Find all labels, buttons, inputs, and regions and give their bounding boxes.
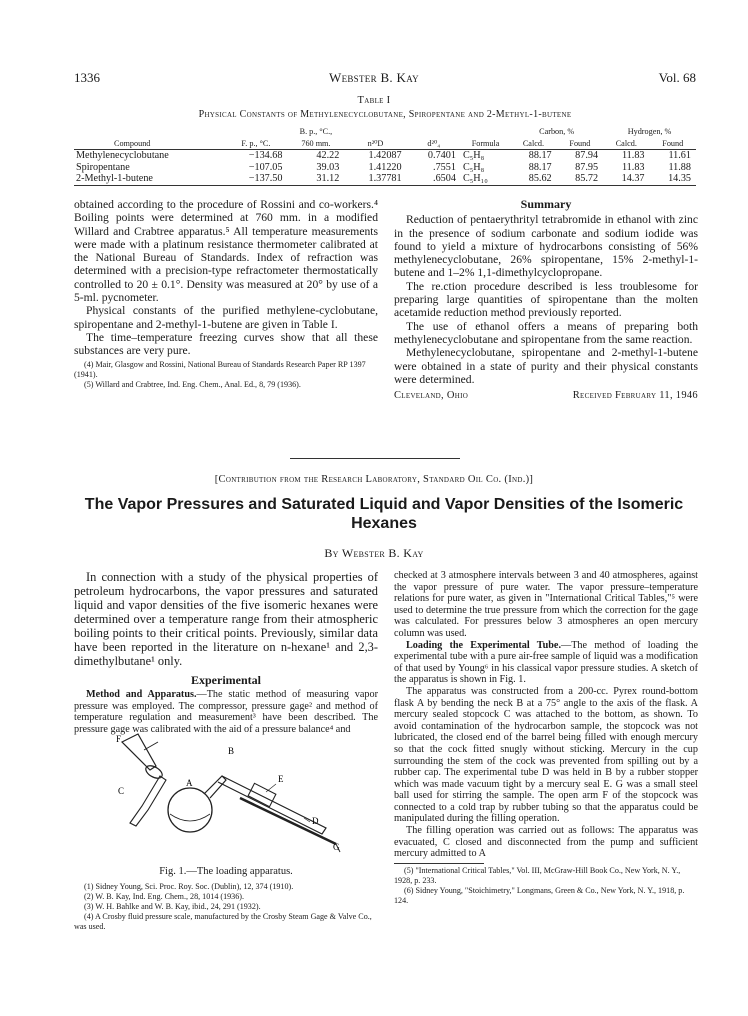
label-d: D [312,816,319,826]
label-b: B [228,746,235,756]
col-hydrogen: Hydrogen, % [627,127,672,136]
running-author: Webster B. Kay [329,70,419,85]
cell-density: 0.7401 [427,150,456,161]
paragraph: checked at 3 atmosphere intervals between 3 and 40 atmospheres, against the vapor pressure of pure water. The vapor pressure–temperature relations for pure water, as given in "International Critical Tables,"⁵ were used to determine the true pressure from which the correction for the gage was calculated. For pressures below 3 atmospheres an open mercury column was used. [394,570,698,639]
contribution-line: [Contribution from the Research Laboratory, Standard Oil Co. (Ind.)] [214,474,534,485]
cell-formula: C₅H₁₀ [462,173,488,184]
dateline [394,389,698,402]
paragraph: Reduction of pentaerythrityl tetrabromide in ethanol with zinc in the presence of sodium carbonate and sodium iodide was found to yield a mixture of hydrocarbons consisting of 56% methylenecyclobutane, 26% spiropentane, 15% 2-methyl-1-butene and 1–2% 1,1-dimethylcyclopropane. [394,213,698,280]
page-number: 1336 [74,70,100,85]
paragraph: The filling operation was carried out as follows: The apparatus was evacuated, C closed and disconnected from the pump and sufficient mercury admitted to A [394,825,698,860]
cell-bp: 42.22 [316,150,340,161]
volume-label: Vol. 68 [658,70,696,85]
col-c-found: Found [569,138,591,148]
table-header-row-1 [74,126,696,138]
cell-compound: Methylenecyclobutane [76,150,169,161]
neck-b [204,776,226,798]
col-bp-sub: 760 mm. [301,138,331,148]
label-g: G [333,842,340,852]
method-text: —The static method of measuring vapor pressure was employed. The compressor, pressure gage² and method of temperature regulation and measurement³ have been described. The pressure gage was calibrated with the aid of a pressure balance⁴ and [74,689,378,735]
cell-formula: C₅H₈ [462,161,485,173]
table-label: Table I [357,95,391,106]
cell-formula: C₅H₈ [462,150,485,161]
col-h-calcd: Calcd. [615,138,637,148]
neck-extension [218,776,326,834]
footnote-5: (5) "International Critical Tables," Vol. III, McGraw-Hill Book Co., New York, N. Y., 1928, p. 233. [394,865,681,885]
cell-h-found: 11.88 [668,161,691,173]
loading-paragraph [394,640,698,686]
cell-compound: Spiropentane [76,161,130,173]
cell-c-found: 87.94 [575,150,599,161]
loading-lead: Loading the Experimental Tube. [406,639,562,651]
cell-density: .6504 [433,173,456,184]
figure-caption: Fig. 1.—The loading apparatus. [159,866,293,877]
bottom-left-column [74,570,378,735]
top-left-column [74,198,378,390]
cell-fp: −134.68 [248,150,283,161]
cell-c-calcd: 88.17 [528,161,552,173]
col-bp: B. p., °C., [299,127,333,136]
footnotes-bottom-left [74,882,378,932]
label-c: C [118,786,125,796]
stopcock-handle [144,742,158,750]
col-formula: Formula [471,138,500,148]
footnote-4: (4) A Crosby fluid pressure scale, manufactured by the Crosby Steam Gage & Valve Co., was used. [74,912,372,931]
physical-constants-table [74,126,696,186]
loading-apparatus-figure [100,728,350,858]
table-row [74,150,696,162]
paragraph: The re.ction procedure described is less troublesome for preparing large quantities of spiropentane than the molten acetamide reduction method previously reported. [394,279,698,320]
cell-c-found: 85.72 [575,173,599,184]
cell-bp: 31.12 [316,173,340,184]
cell-c-calcd: 85.62 [528,173,552,184]
cell-fp: −107.05 [248,161,283,173]
cell-fp: −137.50 [248,173,283,184]
cell-h-found: 14.35 [668,173,691,184]
col-density: d²⁰₄ [427,138,441,148]
cell-bp: 39.03 [316,161,340,173]
flask-a [168,788,212,832]
cell-density: .7551 [433,161,456,173]
summary-heading: Summary [520,197,572,211]
table-caption: Physical Constants of Methylenecyclobutane, Spiropentane and 2-Methyl-1-butene [198,109,572,120]
table-row [74,173,696,185]
loading-text: —The method of loading the experimental tube with a pure air-free sample of liquid was a modification of that used by Young⁶ in his classical vapor pressure studies. A sketch of the apparatus is shown in Fig. 1. [394,639,699,686]
bottom-right-column [394,570,698,906]
label-a: A [186,778,193,788]
stopcock-stem [130,776,166,826]
place-label: Cleveland, Ohio [394,390,469,402]
col-carbon: Carbon, % [539,127,575,136]
label-f: F [116,734,122,744]
footnotes-bottom-right [394,866,698,906]
paragraph: The use of ethanol offers a means of preparing both methylenecyclobutane and spiropentane from the same reaction. [394,319,698,346]
cell-c-found: 87.95 [575,161,599,173]
paragraph: The apparatus was constructed from a 200-cc. Pyrex round-bottom flask A by bending the neck B at a 75° angle to the axis of the flask. A mercury sealed stopcock C was attached to the bottom, as shown. To avoid contamination of the hydrocarbon sample, the stopcock was not lubricated, the closed end of the barrel being filled with enough mercury so that the cock fitted snugly without sticking. Mercury in the cup surrounding the stem of the cock was prevented from spilling out by a rubber cap. The experimental tube D was held in B by a rubber stopper which was made vacuum tight by a mercury seal E. G was a small steel ball used for stirring the sample. The open arm F of the stopcock was connected to a cold trap by rubber tubing so that the apparatus could be manipulated during the filling operation. [394,685,698,825]
cell-c-calcd: 88.17 [528,150,552,161]
paragraph: Methylenecyclobutane, spiropentane and 2-methyl-1-butene were obtained in a state of purity and their physical constants were determined. [394,346,698,386]
article-title: The Vapor Pressures and Saturated Liquid and Vapor Densities of the Isomeric Hexanes [84,496,684,532]
received-label: Received February 11, 1946 [572,390,698,402]
footnote-rule [394,863,484,864]
intro-paragraph: In connection with a study of the physical properties of petroleum hydrocarbons, the vapor pressures and saturated liquid and vapor densities of the five isomeric hexanes were determined over a temperature range from their atmospheric boiling points to their critical points. Previously, similar data have been reported in the literature on n-hexane¹ and 2,3-dimethylbutane¹ only. [74,570,378,668]
cell-h-calcd: 11.83 [621,150,645,161]
footnote-6: (6) Sidney Young, "Stoichimetry," Longmans, Green & Co., New York, N. Y., 1918, p. 124. [394,885,685,905]
col-compound: Compound [114,138,151,148]
label-leader-e [266,784,276,792]
experimental-heading: Experimental [191,673,261,687]
stopcock-c [144,763,165,781]
top-right-column [394,198,698,402]
cell-compound: 2-Methyl-1-butene [76,173,153,184]
stopcock-arm-f [122,734,156,770]
footnote-1: (1) Sidney Young, Sci. Proc. Roy. Soc. (Dublin), 12, 374 (1910). [84,882,294,891]
byline: By Webster B. Kay [324,546,424,560]
cell-h-calcd: 11.83 [621,161,645,173]
experimental-tube-d [240,798,336,844]
liquid-level [170,814,210,821]
cell-nd: 1.42087 [368,150,402,161]
table-row [74,162,696,174]
paragraph: obtained according to the procedure of Rossini and co-workers.⁴ Boiling points were determined at 760 mm. in a modified Willard and Crabtree apparatus.⁵ All temperature measurements were made with a platinum resistance thermometer calibrated at the National Bureau of Standards. Index of refraction was determined with a precision-type refractometer thermostatically controlled to 20 ± 0.1°. Density was measured at 20° by use of a 5-ml. pycnometer. [74,198,378,305]
cell-nd: 1.37781 [368,173,402,184]
cell-h-calcd: 14.37 [621,173,645,184]
footnote-3: (3) W. H. Bahlke and W. B. Kay, ibid., 24, 291 (1932). [84,902,261,911]
paragraph: The time–temperature freezing curves show that all these substances are very pure. [74,330,378,358]
col-c-calcd: Calcd. [522,138,544,148]
cell-nd: 1.41220 [368,161,402,173]
method-lead: Method and Apparatus. [86,689,197,700]
footnotes-top-left [74,360,378,390]
footnote-5: (5) Willard and Crabtree, Ind. Eng. Chem., Anal. Ed., 8, 79 (1936). [84,379,301,389]
cell-h-found: 11.61 [668,150,691,161]
paragraph: Physical constants of the purified methylene-cyclobutane, spiropentane and 2-methyl-1-butene are given in Table I. [74,304,378,331]
label-e: E [278,774,284,784]
footnote-2: (2) W. B. Kay, Ind. Eng. Chem., 28, 1014 (1936). [84,892,244,901]
col-fp: F. p., °C. [241,138,271,148]
section-divider [290,458,460,459]
col-h-found: Found [662,138,684,148]
footnote-4: (4) Mair, Glasgow and Rossini, National Bureau of Standards Research Paper RP 1397 (1941). [74,359,366,379]
col-nd: n²⁰D [367,138,384,148]
